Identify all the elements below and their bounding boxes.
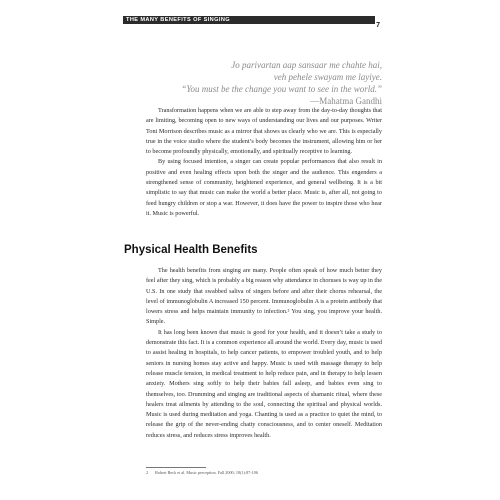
footnote bbox=[146, 470, 258, 475]
body-paragraph: Transformation happens when we are able to step away from the day-to-day thoughts that are limiting, becoming open to new ways of understanding our lives and our purposes. Writer Toni Morrison describes music as a mirror that shows us clearly who we are. This is especially true in the voice studio where the student’s body becomes the instrument, allowing him or her to become profoundly physically, emotionally, and spiritually receptive to learning. bbox=[146, 107, 382, 156]
footnote-number: 2 bbox=[146, 470, 149, 475]
intro-text bbox=[146, 106, 382, 219]
body-paragraph: By using focused intention, a singer can create popular performances that also result in positive and even healing effects upon both the singer and the audience. This engenders a strengthened sense of community, heightened experience, and general wellbeing. It is a bit simplistic to say that music can make the world a better place. Music is, after all, not going to feed hungry children or stop a war. However, it does have the power to inspire those who hear it. Music is powerful. bbox=[146, 158, 382, 217]
footnote-divider bbox=[146, 467, 206, 468]
epigraph-quote: “You must be the change you want to see in the world.” bbox=[181, 84, 382, 94]
body-paragraph: It has long been known that music is good for your health, and it doesn’t take a study to demonstrate this fact. It is a common experience all around the world. Every day, music is used to assist healing in hospitals, to help cancer patients, to empower troubled youth, and to help seniors in nursing homes stay active and happy. Music is used with massage therapy to help release muscle tension, in medical treatment to help reduce pain, and in therapy to help lessen anxiety. Mothers sing softly to help their babies fall asleep, and babies even sing to themselves, too. Drumming and singing are traditional aspects of shamanic ritual, where these healers treat ailments by attending to the soul, connecting the spiritual and physical worlds. Music is used during meditation and yoga. Chanting is used as a practice to quiet the mind, to release the grip of the never-ending chatty consciousness, and to center oneself. Meditation reduces stress, and reduces stress improves health. bbox=[146, 328, 382, 439]
body-paragraph: The health benefits from singing are many. People often speak of how much better they feel after they sing, which is probably a big reason why attendance in choruses is way up in the U.S. In one study that swabbed saliva of singers before and after their chorus rehearsal, the level of immunoglobulin A increased 150 percent. Immunoglobulin A is a protein antibody that lowers stress and helps maintain immunity to infection.² You sing, you improve your health. Simple. bbox=[146, 267, 382, 326]
epigraph-line: Jo parivartan aap sansaar me chahte hai, bbox=[231, 60, 382, 70]
epigraph bbox=[150, 59, 382, 107]
epigraph-line: veh pehele swayam me layiye. bbox=[273, 72, 382, 82]
footnote-text: Robert Beck et al. Music perception. Fall 2000; 18(1):87-106 bbox=[155, 470, 258, 475]
running-header-title: THE MANY BENEFITS OF SINGING bbox=[126, 17, 231, 23]
section-heading: Physical Health Benefits bbox=[124, 244, 258, 256]
page-number: 7 bbox=[376, 22, 380, 29]
epigraph-attribution: —Mahatma Gandhi bbox=[310, 96, 382, 106]
section-text bbox=[146, 266, 382, 441]
